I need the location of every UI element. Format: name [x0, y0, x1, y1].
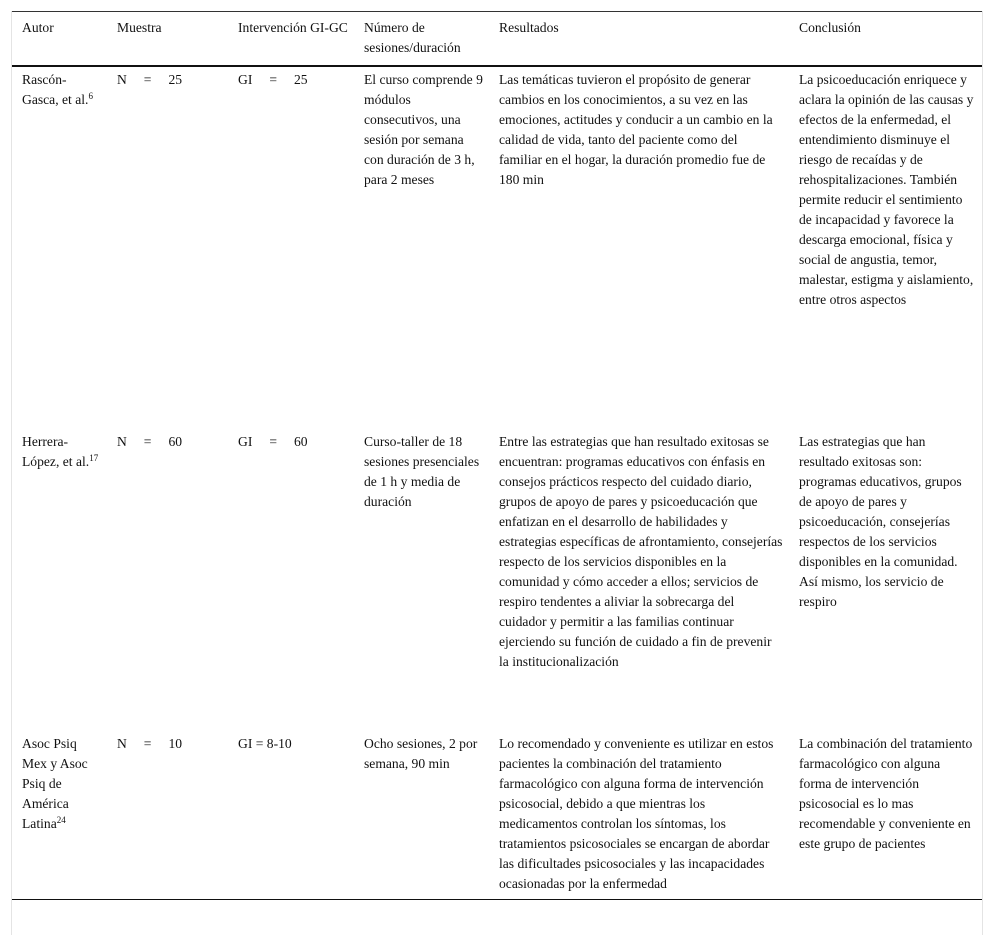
cell-conclusion: La combinación del tratamiento farmacológico con alguna forma de intervención psicosocial es lo mas recomendable y conveniente en este grupo de pacientes: [799, 736, 973, 851]
intervention-text: GI = 8-10: [238, 736, 292, 751]
cell-intervencion: [228, 429, 354, 731]
header-muestra: Muestra: [117, 20, 162, 35]
author-text: Rascón-Gasca, et al.: [22, 72, 89, 107]
table-row: [12, 66, 982, 429]
header-intervencion: Intervención GI-GC: [238, 20, 348, 35]
author-text: Herrera-López, et al.: [22, 434, 90, 469]
results-table-container: [11, 11, 983, 935]
cell-autor: [12, 66, 107, 429]
cell-resultados: Entre las estrategias que han resultado exitosas se encuentran: programas educativos con énfasis en consejos prácticos respecto del cuidado diario, grupos de apoyo de pares y psicoeducación que enfatizan en el desarrollo de habilidades y estrategias específicas de afrontamiento, consejerías respecto de los servicios disponibles en la comunidad y cómo acceder a ellos; servicios de respiro tendentes a aliviar la sobrecarga del cuidador y permitir a las familias continuar ejerciendo su función de cuidado a fin de prevenir la institucionalización: [499, 434, 783, 669]
table-header-row: [12, 12, 982, 67]
table-row: [12, 731, 982, 900]
sample-text: N = 60: [117, 434, 183, 449]
cell-intervencion: [228, 66, 354, 429]
cell-sesiones: El curso comprende 9 módulos consecutivos, una sesión por semana con duración de 3 h, para 2 meses: [364, 72, 483, 187]
cell-autor: [12, 731, 107, 900]
cell-conclusion: Las estrategias que han resultado exitosas son: programas educativos, grupos de apoyo de pares y psicoeducación, consejerías respectos de los servicios disponibles en la comunidad. Así mismo, los servicio de respiro: [799, 434, 962, 609]
header-conclusion: Conclusión: [799, 20, 861, 35]
reference: 17: [89, 453, 99, 463]
intervention-text: GI = 25: [238, 72, 308, 87]
cell-sesiones: Curso-taller de 18 sesiones presenciales de 1 h y media de duración: [364, 434, 480, 509]
sample-text: N = 25: [117, 72, 183, 87]
header-autor: Autor: [22, 20, 54, 35]
results-table: [12, 11, 982, 900]
cell-muestra: [107, 66, 228, 429]
cell-muestra: [107, 429, 228, 731]
cell-muestra: [107, 731, 228, 900]
cell-resultados: Las temáticas tuvieron el propósito de generar cambios en los conocimientos, a su vez en las emociones, actitudes y conducir a un cambio en la calidad de vida, tanto del paciente como del familiar en el hogar, la duración promedio fue de 180 min: [499, 72, 773, 187]
reference: 6: [88, 91, 93, 101]
header-resultados: Resultados: [499, 20, 559, 35]
author-text: Asoc Psiq Mex y Asoc Psiq de América Latina: [22, 736, 88, 831]
intervention-text: GI = 60: [238, 434, 308, 449]
cell-resultados: Lo recomendado y conveniente es utilizar en estos pacientes la combinación del tratamiento farmacológico con alguna forma de intervención psicosocial, debido a que mientras los medicamentos controlan los síntomas, los tratamientos psicosociales se encargan de abordar las dificultades psicosociales y las incapacidades ocasionadas por la enfermedad: [499, 736, 774, 891]
cell-intervencion: [228, 731, 354, 900]
reference: 24: [56, 815, 66, 825]
cell-autor: [12, 429, 107, 731]
cell-conclusion: La psicoeducación enriquece y aclara la opinión de las causas y efectos de la enfermedad, el entendimiento disminuye el riesgo de recaídas y de rehospitalizaciones. También permite reducir el sentimiento de incapacidad y favorece la descarga emocional, física y social de angustia, temor, malestar, estigma y aislamiento, entre otros aspectos: [799, 72, 974, 307]
cell-sesiones: Ocho sesiones, 2 por semana, 90 min: [364, 736, 478, 771]
table-row: [12, 429, 982, 731]
header-sesiones: Número de sesiones/duración: [364, 20, 461, 55]
sample-text: N = 10: [117, 736, 183, 751]
